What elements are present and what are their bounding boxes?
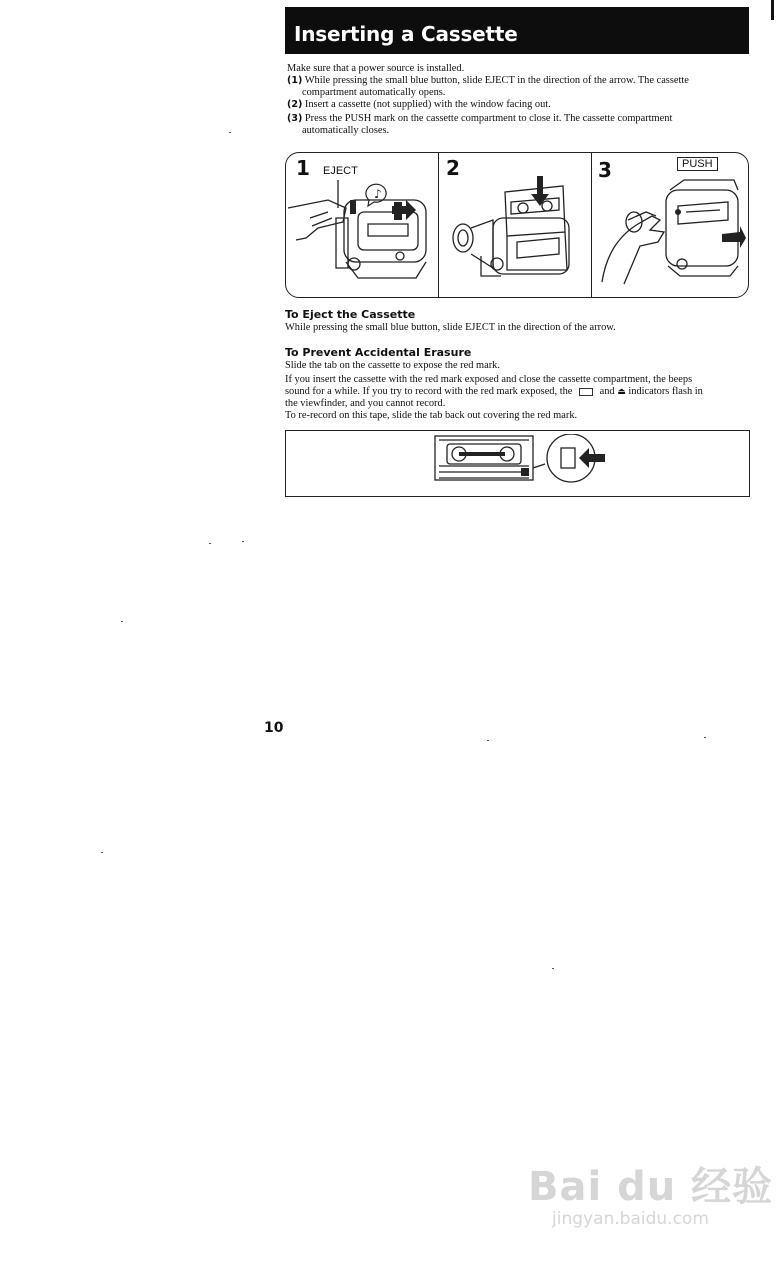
erasure-line-3-part-c: indicators flash in — [628, 386, 703, 397]
step-3 — [287, 113, 672, 125]
watermark-brand: Bai du 经验 — [528, 1164, 774, 1210]
step-1-continuation: compartment automatically opens. — [302, 87, 446, 98]
scan-speck — [101, 852, 103, 853]
camcorder-insert-drawing — [441, 172, 589, 294]
erasure-line-5: To re-record on this tape, slide the tab back out covering the red mark. — [285, 410, 578, 421]
svg-text:♪: ♪ — [374, 187, 382, 201]
panel-2-number: 2 — [446, 156, 460, 180]
camcorder-close-drawing — [594, 176, 746, 294]
baidu-watermark — [528, 1165, 773, 1229]
scan-speck — [229, 132, 231, 133]
step-3-continuation: automatically closes. — [302, 125, 390, 136]
eject-indicator-icon: ⏏ — [617, 387, 626, 397]
step-2-text: Insert a cassette (not supplied) with the window facing out. — [304, 99, 551, 110]
step-1-text: While pressing the small blue button, slide EJECT in the direction of the arrow. The cassette — [304, 75, 689, 86]
eject-text: While pressing the small blue button, slide EJECT in the direction of the arrow. — [285, 322, 616, 333]
erasure-line-3 — [285, 386, 703, 399]
eject-heading: To Eject the Cassette — [285, 308, 416, 321]
step-1-number: (1) — [287, 75, 303, 86]
erasure-heading: To Prevent Accidental Erasure — [285, 346, 472, 359]
panel-3-number: 3 — [598, 158, 612, 182]
scan-speck — [121, 621, 123, 622]
panel-divider-2 — [591, 153, 592, 297]
scan-speck — [487, 740, 489, 741]
panel-1-number: 1 — [296, 156, 310, 180]
step-3-text: Press the PUSH mark on the cassette compartment to close it. The cassette compartment — [304, 113, 673, 124]
intro-text: Make sure that a power source is installed. — [287, 63, 465, 74]
step-1 — [287, 75, 689, 87]
step-2-number: (2) — [287, 99, 303, 110]
page-title: Inserting a Cassette — [294, 22, 518, 46]
erasure-line-1: Slide the tab on the cassette to expose the red mark. — [285, 360, 500, 371]
tape-indicator-icon — [579, 388, 593, 396]
eject-label: EJECT — [323, 165, 358, 177]
step-2 — [287, 99, 551, 111]
page-number: 10 — [264, 720, 284, 736]
scan-speck — [209, 543, 211, 544]
watermark-url: jingyan.baidu.com — [552, 1209, 709, 1229]
camcorder-eject-drawing — [288, 178, 436, 294]
erasure-line-3-part-b: and — [599, 386, 615, 397]
scan-speck — [242, 541, 244, 542]
erasure-line-2: If you insert the cassette with the red mark exposed and close the cassette compartment, the beeps — [285, 374, 693, 385]
cassette-drawing — [433, 434, 613, 484]
scan-speck — [704, 737, 706, 738]
edge-mark — [771, 0, 774, 20]
push-label: PUSH — [677, 157, 718, 171]
erasure-line-3-part-a: sound for a while. If you try to record with the red mark exposed, the — [285, 386, 573, 397]
step-3-number: (3) — [287, 113, 303, 124]
erasure-line-4: the viewfinder, and you cannot record. — [285, 398, 446, 409]
scan-speck — [552, 968, 554, 969]
panel-divider-1 — [438, 153, 439, 297]
